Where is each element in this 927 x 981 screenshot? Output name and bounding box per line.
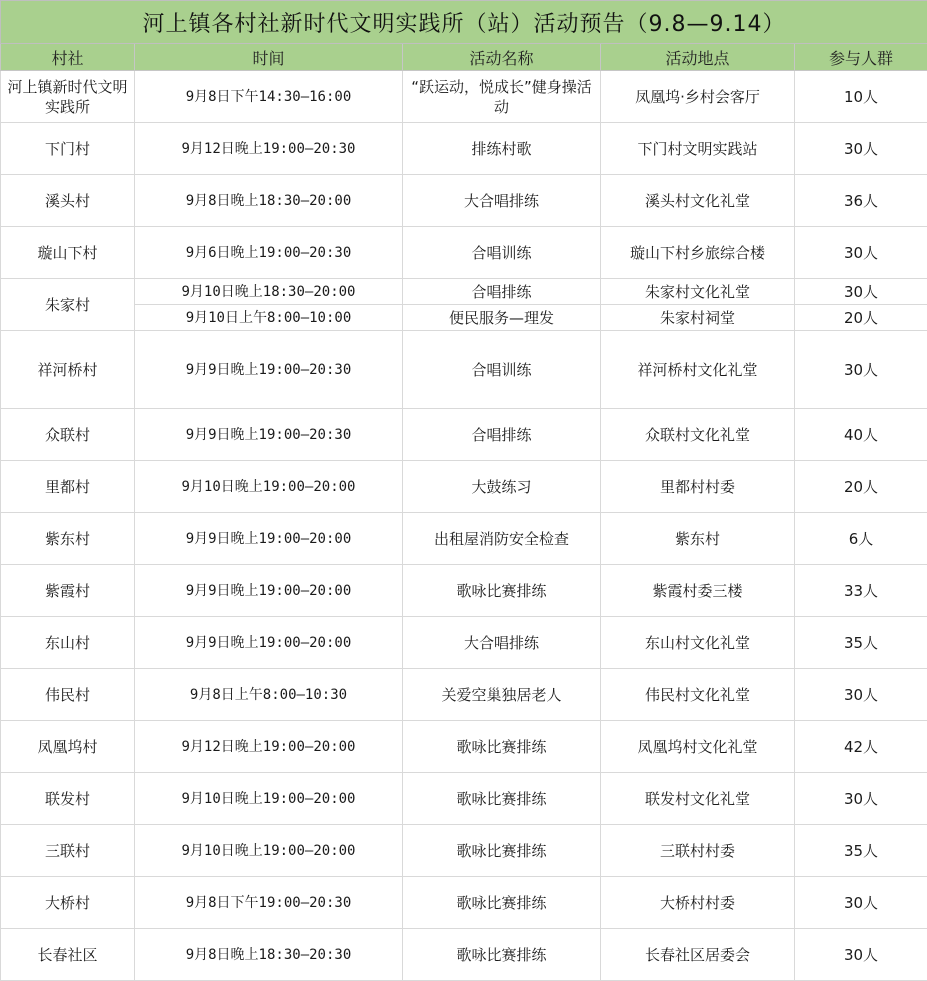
- table-row: [1, 513, 927, 565]
- village-cell: 溪头村: [1, 175, 135, 227]
- participants-cell: 42人: [795, 721, 927, 773]
- activity-cell: 关爱空巢独居老人: [403, 669, 601, 721]
- activity-cell: 合唱排练: [403, 279, 601, 305]
- village-cell: 下门村: [1, 123, 135, 175]
- location-cell: 三联村村委: [601, 825, 795, 877]
- participants-cell: 6人: [795, 513, 927, 565]
- village-cell: 联发村: [1, 773, 135, 825]
- time-cell: 9月10日晚上19:00—20:00: [135, 773, 403, 825]
- table-row: [1, 175, 927, 227]
- village-cell: 大桥村: [1, 877, 135, 929]
- activity-cell: 歌咏比赛排练: [403, 825, 601, 877]
- village-cell: 朱家村: [1, 279, 135, 331]
- header-participants: 参与人群: [795, 44, 927, 71]
- header-row: [1, 44, 927, 71]
- time-cell: 9月10日晚上19:00—20:00: [135, 461, 403, 513]
- location-cell: 璇山下村乡旅综合楼: [601, 227, 795, 279]
- activity-cell: 合唱排练: [403, 409, 601, 461]
- activity-cell: 大合唱排练: [403, 617, 601, 669]
- village-cell: 河上镇新时代文明实践所: [1, 71, 135, 123]
- village-cell: 祥河桥村: [1, 331, 135, 409]
- village-cell: 紫东村: [1, 513, 135, 565]
- table-row: [1, 721, 927, 773]
- activity-cell: “跃运动，悦成长”健身操活动: [403, 71, 601, 123]
- participants-cell: 30人: [795, 331, 927, 409]
- activity-cell: 排练村歌: [403, 123, 601, 175]
- table-row: [1, 409, 927, 461]
- location-cell: 大桥村村委: [601, 877, 795, 929]
- location-cell: 里都村村委: [601, 461, 795, 513]
- location-cell: 朱家村祠堂: [601, 305, 795, 331]
- time-cell: 9月10日晚上18:30—20:00: [135, 279, 403, 305]
- participants-cell: 30人: [795, 279, 927, 305]
- location-cell: 下门村文明实践站: [601, 123, 795, 175]
- activity-cell: 合唱训练: [403, 331, 601, 409]
- table-row: [1, 617, 927, 669]
- header-location: 活动地点: [601, 44, 795, 71]
- location-cell: 朱家村文化礼堂: [601, 279, 795, 305]
- activity-cell: 歌咏比赛排练: [403, 877, 601, 929]
- location-cell: 紫霞村委三楼: [601, 565, 795, 617]
- participants-cell: 33人: [795, 565, 927, 617]
- time-cell: 9月9日晚上19:00—20:30: [135, 409, 403, 461]
- location-cell: 凤凰坞·乡村会客厅: [601, 71, 795, 123]
- village-cell: 三联村: [1, 825, 135, 877]
- participants-cell: 30人: [795, 773, 927, 825]
- participants-cell: 30人: [795, 227, 927, 279]
- header-activity: 活动名称: [403, 44, 601, 71]
- participants-cell: 10人: [795, 71, 927, 123]
- location-cell: 东山村文化礼堂: [601, 617, 795, 669]
- activity-cell: 大鼓练习: [403, 461, 601, 513]
- activity-cell: 出租屋消防安全检查: [403, 513, 601, 565]
- participants-cell: 30人: [795, 123, 927, 175]
- location-cell: 紫东村: [601, 513, 795, 565]
- table-row: [1, 773, 927, 825]
- village-cell: 伟民村: [1, 669, 135, 721]
- location-cell: 众联村文化礼堂: [601, 409, 795, 461]
- location-cell: 祥河桥村文化礼堂: [601, 331, 795, 409]
- village-cell: 众联村: [1, 409, 135, 461]
- table-row: [1, 123, 927, 175]
- time-cell: 9月8日上午8:00—10:30: [135, 669, 403, 721]
- village-cell: 东山村: [1, 617, 135, 669]
- table-row: [1, 669, 927, 721]
- village-cell: 凤凰坞村: [1, 721, 135, 773]
- table-row: [1, 279, 927, 305]
- location-cell: 联发村文化礼堂: [601, 773, 795, 825]
- participants-cell: 35人: [795, 617, 927, 669]
- time-cell: 9月12日晚上19:00—20:00: [135, 721, 403, 773]
- village-cell: 紫霞村: [1, 565, 135, 617]
- activity-cell: 合唱训练: [403, 227, 601, 279]
- participants-cell: 40人: [795, 409, 927, 461]
- location-cell: 长春社区居委会: [601, 929, 795, 981]
- activity-cell: 歌咏比赛排练: [403, 929, 601, 981]
- participants-cell: 30人: [795, 929, 927, 981]
- time-cell: 9月10日上午8:00—10:00: [135, 305, 403, 331]
- activity-cell: 大合唱排练: [403, 175, 601, 227]
- participants-cell: 30人: [795, 669, 927, 721]
- table-row: [1, 461, 927, 513]
- time-cell: 9月8日晚上18:30—20:00: [135, 175, 403, 227]
- table-row: [1, 71, 927, 123]
- sheet-title: 河上镇各村社新时代文明实践所（站）活动预告（9.8—9.14）: [1, 1, 927, 44]
- activity-cell: 歌咏比赛排练: [403, 721, 601, 773]
- activity-cell: 歌咏比赛排练: [403, 773, 601, 825]
- participants-cell: 20人: [795, 461, 927, 513]
- participants-cell: 36人: [795, 175, 927, 227]
- location-cell: 伟民村文化礼堂: [601, 669, 795, 721]
- activity-cell: 便民服务—理发: [403, 305, 601, 331]
- time-cell: 9月9日晚上19:00—20:00: [135, 565, 403, 617]
- table-row: [1, 305, 927, 331]
- participants-cell: 20人: [795, 305, 927, 331]
- village-cell: 璇山下村: [1, 227, 135, 279]
- time-cell: 9月12日晚上19:00—20:30: [135, 123, 403, 175]
- table-row: [1, 565, 927, 617]
- header-time: 时间: [135, 44, 403, 71]
- village-cell: 里都村: [1, 461, 135, 513]
- participants-cell: 30人: [795, 877, 927, 929]
- table-row: [1, 825, 927, 877]
- table-row: [1, 877, 927, 929]
- time-cell: 9月8日晚上18:30—20:30: [135, 929, 403, 981]
- time-cell: 9月10日晚上19:00—20:00: [135, 825, 403, 877]
- table-row: [1, 929, 927, 981]
- time-cell: 9月9日晚上19:00—20:30: [135, 331, 403, 409]
- village-cell: 长春社区: [1, 929, 135, 981]
- time-cell: 9月9日晚上19:00—20:00: [135, 617, 403, 669]
- activity-cell: 歌咏比赛排练: [403, 565, 601, 617]
- participants-cell: 35人: [795, 825, 927, 877]
- table-row: [1, 227, 927, 279]
- table-row: [1, 331, 927, 409]
- location-cell: 凤凰坞村文化礼堂: [601, 721, 795, 773]
- location-cell: 溪头村文化礼堂: [601, 175, 795, 227]
- time-cell: 9月8日下午14:30—16:00: [135, 71, 403, 123]
- time-cell: 9月8日下午19:00—20:30: [135, 877, 403, 929]
- time-cell: 9月6日晚上19:00—20:30: [135, 227, 403, 279]
- header-village: 村社: [1, 44, 135, 71]
- time-cell: 9月9日晚上19:00—20:00: [135, 513, 403, 565]
